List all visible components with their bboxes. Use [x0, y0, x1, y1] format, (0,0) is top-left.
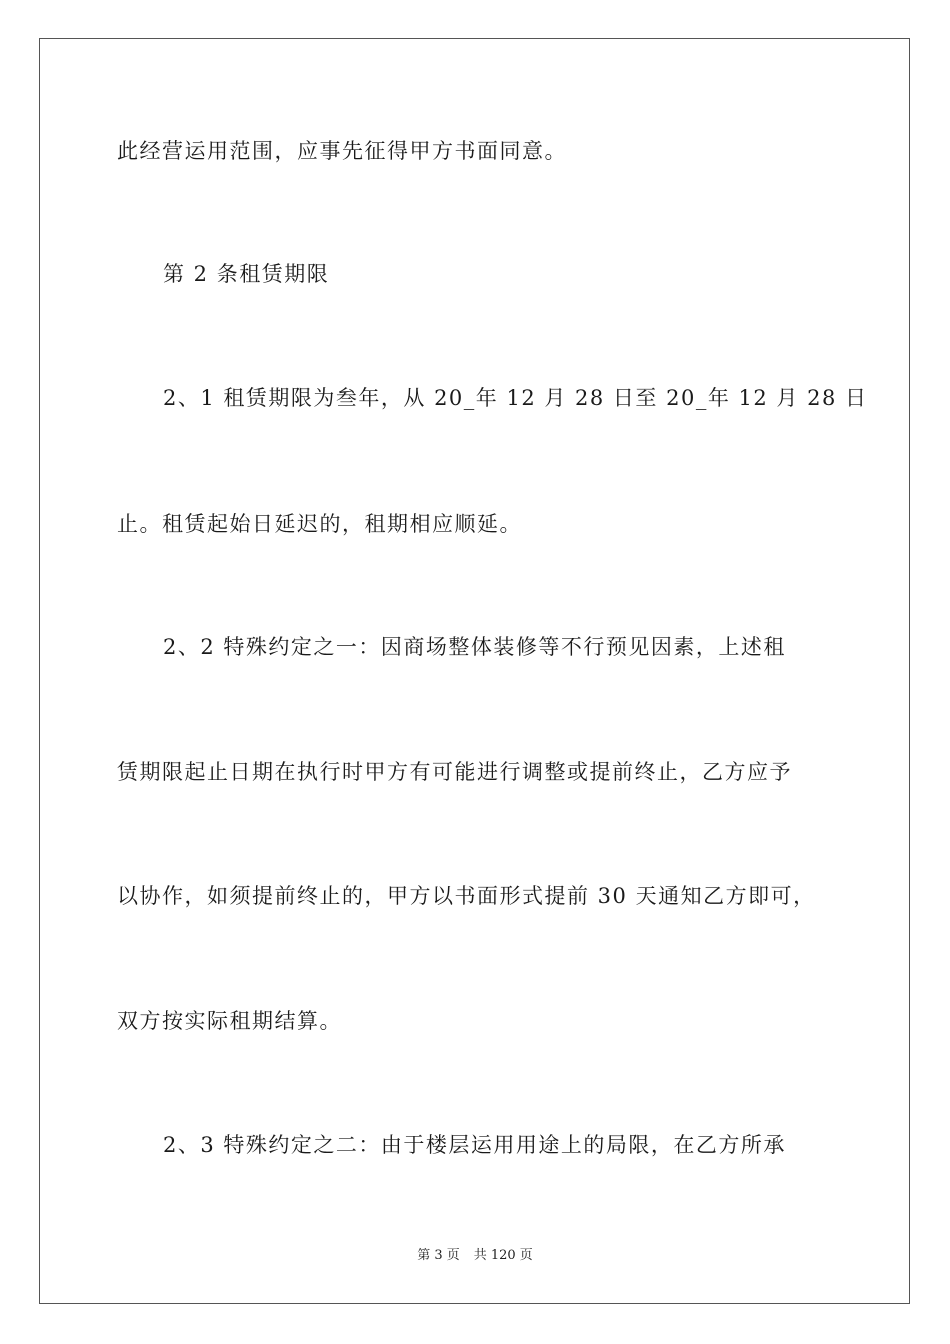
text-line-9: 2、3 特殊约定之二：由于楼层运用用途上的局限，在乙方所承	[163, 1133, 786, 1157]
text-line-8: 双方按实际租期结算。	[117, 1009, 342, 1033]
text-line-7: 以协作，如须提前终止的，甲方以书面形式提前 30 天通知乙方即可，	[117, 884, 816, 908]
text-line-6: 赁期限起止日期在执行时甲方有可能进行调整或提前终止，乙方应予	[117, 760, 792, 784]
page-footer	[0, 1247, 950, 1265]
text-line-3: 2、1 租赁期限为叁年，从 20_年 12 月 28 日至 20_年 12 月 28 日	[163, 386, 868, 410]
text-line-4: 止。租赁起始日延迟的，租期相应顺延。	[117, 512, 522, 536]
text-line-1: 此经营运用范围，应事先征得甲方书面同意。	[117, 139, 567, 163]
text-line-5: 2、2 特殊约定之一：因商场整体装修等不行预见因素，上述租	[163, 635, 786, 659]
page-total: 共 120 页	[473, 1248, 533, 1263]
page-border	[39, 38, 910, 1304]
section-heading: 第 2 条租赁期限	[163, 262, 330, 286]
page-number: 第 3 页	[417, 1248, 460, 1263]
